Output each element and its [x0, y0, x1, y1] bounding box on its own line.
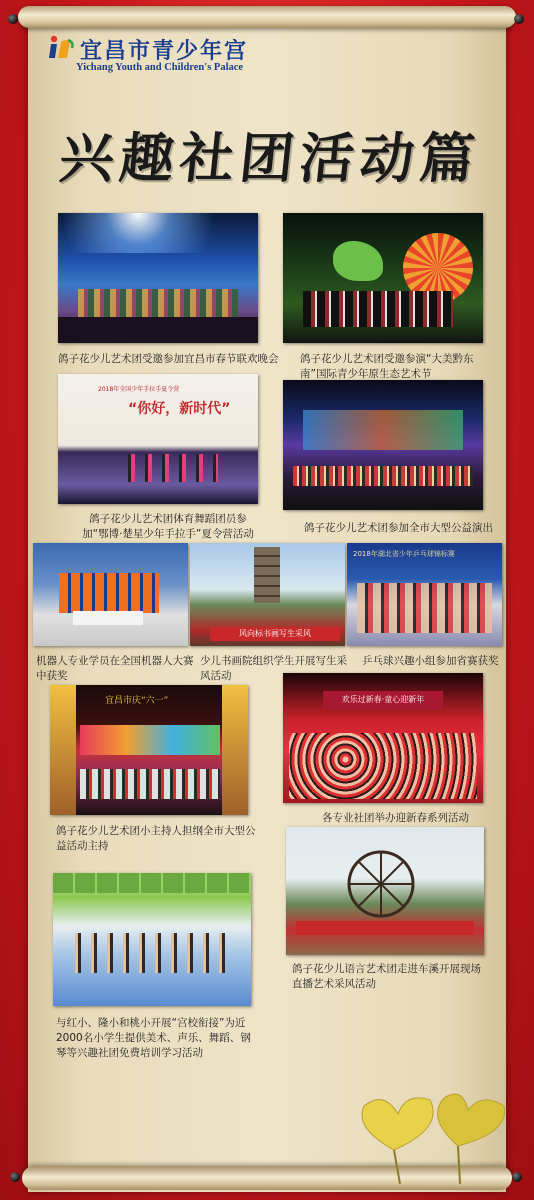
photo-spring-gala [58, 213, 258, 343]
photo-miao-festival [283, 213, 483, 343]
photo-caption: 与红小、隆小和桃小开展“宫校衔接”为近2000名小学生提供美术、声乐、舞蹈、钢琴等兴趣社团免费培训学习活动 [56, 1017, 251, 1059]
photo-school-training [53, 873, 251, 1006]
banner-text: 欢乐过新春·童心迎新年 [323, 691, 443, 709]
logo-english-name: Yichang Youth and Children's Palace [76, 62, 244, 73]
photo-caption: 鸽子花少儿艺术团受邀参加宜昌市春节联欢晚会 [58, 353, 279, 365]
banner-text: 宜昌市庆“六一” [105, 696, 169, 706]
photo-caption: 鸽子花少儿艺术团受邀参演“大美黔东南”国际青少年原生态艺术节 [300, 353, 474, 380]
photo-summer-camp [58, 374, 258, 504]
scroll-top-roll [18, 6, 516, 28]
logo-chinese-name: 宜昌市青少年宫 [80, 38, 249, 64]
photo-caption: 机器人专业学员在全国机器人大赛中获奖 [36, 655, 194, 682]
photo-spring-festival [283, 673, 483, 803]
pin-icon [10, 1172, 20, 1182]
waterwheel-graphic [346, 849, 416, 919]
photo-robot-contest [33, 543, 188, 646]
photo-caption: 乒乓球兴趣小组参加省赛获奖 [362, 655, 499, 667]
photo-public-performance [283, 380, 483, 510]
photo-sketch-trip [190, 543, 345, 646]
photo-caption: 各专业社团举办迎新春系列活动 [322, 812, 469, 824]
banner-text: “你好，新时代” [128, 401, 231, 417]
pin-icon [514, 14, 524, 24]
ginkgo-leaf-icon [340, 1088, 520, 1188]
pin-icon [8, 14, 18, 24]
banner-text: 2018年全国少年手拉手夏令营 [98, 386, 180, 393]
page-title: 兴趣社团活动篇 [56, 126, 484, 190]
photo-caption: 鸽子花少儿语言艺术团走进车溪开展现场直播艺术采风活动 [292, 963, 481, 990]
banner-text: 2018年湖北省少年乒乓球锦标赛 [353, 550, 455, 558]
photo-host-event [50, 685, 248, 815]
photo-caption: 鸽子花少儿艺术团参加全市大型公益演出 [304, 522, 493, 534]
photo-table-tennis [347, 543, 502, 646]
photo-caption: 鸽子花少儿艺术团小主持人担纲全市大型公益活动主持 [56, 825, 256, 852]
photo-chexi-trip [286, 827, 484, 955]
logo-mark-icon [48, 34, 76, 60]
photo-caption: 鸽子花少儿艺术团体育舞蹈团员参加“鄂博·楚星少年手拉手”夏令营活动 [82, 513, 254, 540]
banner-text: 风向标书画写生采风 [210, 627, 340, 641]
photo-caption: 少儿书画院组织学生开展写生采风活动 [200, 655, 347, 682]
